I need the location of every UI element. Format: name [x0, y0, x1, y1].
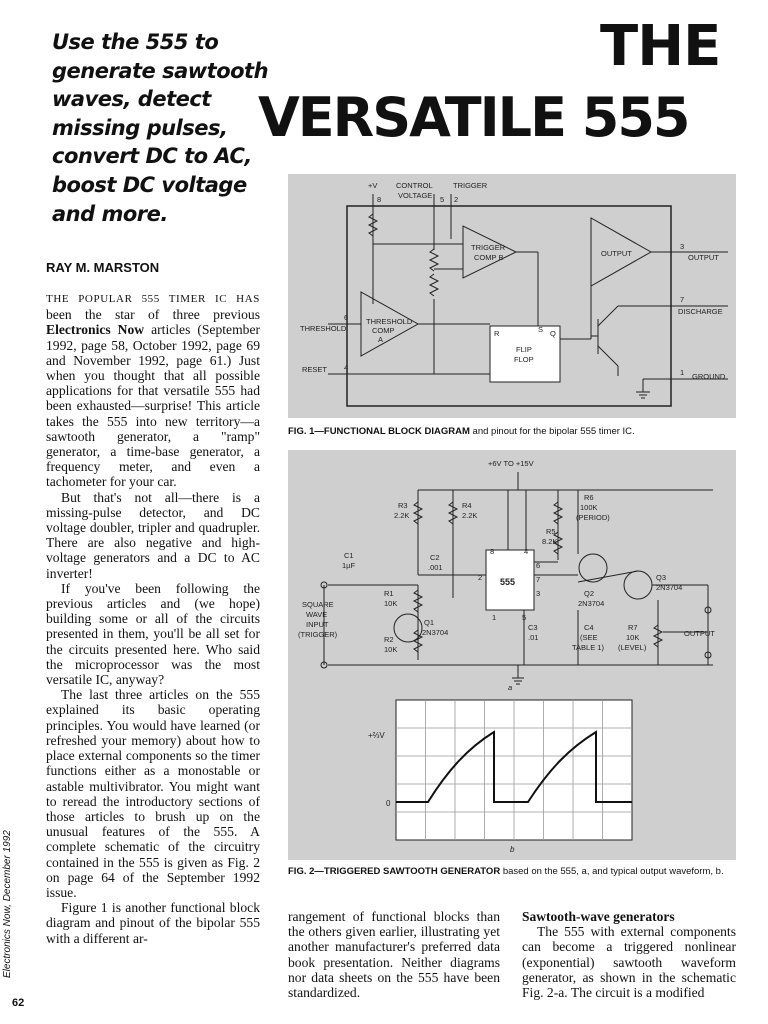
label-r: R	[494, 329, 500, 338]
label-c2: C2	[430, 553, 440, 562]
label-b: b	[510, 845, 515, 854]
label-input-4: (TRIGGER)	[298, 630, 338, 639]
label-q1: Q1	[424, 618, 435, 627]
waveform-vlabel: +⅔V	[368, 731, 385, 740]
label-r2-value: 10K	[384, 645, 398, 654]
label-reset: RESET	[302, 365, 328, 374]
label-input-1: SQUARE	[302, 600, 334, 609]
label-r3-value: 2.2K	[394, 511, 410, 520]
pin-8: 8	[377, 195, 382, 204]
label-c2-value: .001	[428, 563, 443, 572]
label-r5: R5	[546, 527, 556, 536]
label-c3-value: .01	[528, 633, 539, 642]
label-q: Q	[550, 329, 556, 338]
label-vplus: +V	[368, 181, 378, 190]
label-q3: Q3	[656, 573, 667, 582]
label-q2: Q2	[584, 589, 595, 598]
label-flip: FLIP	[516, 345, 532, 354]
label-voltage: VOLTAGE	[398, 191, 433, 200]
label-q3-type: 2N3704	[656, 583, 683, 592]
label-r7-note: (LEVEL)	[618, 643, 647, 652]
label-a: a	[508, 683, 513, 692]
label-s: S	[538, 325, 544, 334]
label-flop: FLOP	[514, 355, 534, 364]
text: been the star of three previous	[46, 307, 260, 323]
deck-line: convert DC to AC,	[52, 144, 252, 169]
figure-1-panel	[288, 174, 736, 418]
label-r6-value: 100K	[580, 503, 598, 512]
pin-5: 5	[522, 613, 527, 622]
waveform-graph	[368, 700, 632, 854]
pin-1: 1	[492, 613, 497, 622]
figure-2-caption	[288, 866, 738, 878]
label-supply: +6V TO +15V	[488, 459, 534, 468]
column-2	[288, 909, 500, 1000]
figure-2-panel	[288, 450, 736, 860]
deck-line: boost DC voltage	[52, 172, 247, 197]
caption-text: and pinout for the bipolar 555 timer IC.	[472, 426, 635, 437]
label-discharge: DISCHARGE	[678, 307, 723, 316]
pin-2: 2	[478, 573, 483, 582]
text: articles (September 1992, page 58, October 1992, page 69 and November 1992, page 61.) Just when you thought that all possible applications for that versatile 555 had been exhausted—surprise! This article takes the 555 into new territory—a sawtooth generator, a "ramp" generator, a time-base generator, a frequency meter, and even a tachometer for your car.	[46, 322, 261, 490]
deck-line: missing pulses,	[52, 115, 228, 140]
label-c3: C3	[528, 623, 538, 632]
label-output: OUTPUT	[684, 629, 715, 638]
label-trigger: TRIGGER	[453, 181, 488, 190]
pin-7: 7	[680, 295, 685, 304]
paragraph: The 555 with external components can become a triggered nonlinear (exponential) sawtooth waveform generator, as shown in the schematic Fig. 2-a. The circuit is a modified	[522, 924, 736, 1001]
pin-4: 4	[524, 547, 529, 556]
pin-4: 4	[344, 363, 349, 372]
title-line-1: THE	[600, 14, 721, 79]
pin-8: 8	[490, 547, 495, 556]
lead-in: THE POPULAR 555 TIMER IC HAS	[46, 293, 260, 305]
label-c4-value: (SEE	[580, 633, 598, 642]
label-output-pin: OUTPUT	[688, 253, 719, 262]
pin-6: 6	[344, 313, 349, 322]
paragraph	[46, 290, 260, 490]
paragraph: The last three articles on the 555 explained its basic operating principles. You would have learned (or refreshed your memory) about how to place external components so the timer functions either as a monostable or astable multivibrator. You might want to reread the introductory sections of those articles to brush up on the unusual features of the 555. A complete schematic of the circuitry contained in the 555 is given as Fig. 2 on page 64 of the September 1992 issue.	[46, 687, 260, 900]
pin-7: 7	[536, 575, 541, 584]
caption-bold: FIG. 1—FUNCTIONAL BLOCK DIAGRAM	[288, 426, 470, 437]
label-threshold: THRESHOLD	[300, 324, 347, 333]
pin-6: 6	[536, 561, 541, 570]
article-deck	[52, 28, 277, 228]
label-ic: 555	[500, 577, 516, 587]
paragraph: If you've been following the previous articles and (we hope) building some or all of the circuits presented in them, you'll be all set for the circuits presented here. Who said the microprocessor was the most versatile IC, anyway?	[46, 580, 260, 688]
page-number: 62	[12, 997, 25, 1009]
label-output-block: OUTPUT	[601, 249, 632, 258]
label-r6-note: (PERIOD)	[576, 513, 610, 522]
pin-3: 3	[536, 589, 541, 598]
sidebar-folio: Electronics Now, December 1992	[2, 830, 13, 978]
label-input-3: INPUT	[306, 620, 329, 629]
label-threshold-comp: THRESHOLD	[366, 317, 413, 326]
label-input-2: WAVE	[306, 610, 328, 619]
label-trigger-comp: TRIGGER	[471, 243, 506, 252]
label-q1-type: 2N3704	[422, 628, 449, 637]
label-c4: C4	[584, 623, 594, 632]
block-diagram	[288, 174, 736, 418]
sawtooth-schematic	[288, 450, 736, 860]
title-line-2: VERSATILE 555	[258, 86, 689, 149]
figure-1-caption	[288, 426, 738, 438]
label-r7: R7	[628, 623, 638, 632]
label-r4: R4	[462, 501, 472, 510]
paragraph: But that's not all—there is a missing-pulse detector, and DC voltage doubler, tripler and quadrupler. There are also negative and high-voltage generators and a DC to AC inverter!	[46, 489, 260, 581]
pin-1: 1	[680, 368, 685, 377]
label-r2: R2	[384, 635, 394, 644]
pin-2: 2	[454, 195, 459, 204]
label-r6: R6	[584, 493, 594, 502]
pin-5: 5	[440, 195, 445, 204]
label-r4-value: 2.2K	[462, 511, 478, 520]
section-heading: Sawtooth-wave generators	[522, 909, 675, 924]
label-a: A	[378, 335, 384, 344]
deck-line: Use the 555 to	[52, 30, 219, 54]
label-r1-value: 10K	[384, 599, 398, 608]
paragraph: rangement of functional blocks than the others given earlier, illustrating yet another manufacturer's preferred data book presentation. Neither diagrams nor data sheets on the 555 have been standardized.	[288, 909, 500, 1001]
label-control: CONTROL	[396, 181, 433, 190]
label-c4-note: TABLE 1)	[572, 643, 604, 652]
waveform-zero: 0	[386, 799, 391, 808]
label-ground: GROUND	[692, 372, 726, 381]
byline: RAY M. MARSTON	[46, 260, 160, 275]
magazine-name: Electronics Now	[46, 322, 145, 338]
label-q2-type: 2N3704	[578, 599, 605, 608]
deck-line: and more.	[52, 201, 168, 226]
column-1	[46, 290, 260, 946]
label-r1: R1	[384, 589, 394, 598]
label-comp: COMP	[372, 326, 395, 335]
caption-text: based on the 555, a, and typical output waveform, b.	[502, 866, 724, 877]
label-comp-b: COMP B	[474, 253, 504, 262]
label-c1-value: 1µF	[342, 561, 356, 570]
label-c1: C1	[344, 551, 354, 560]
pin-3: 3	[680, 242, 685, 251]
label-r5-value: 8.2K	[542, 537, 558, 546]
deck-line: waves, detect	[52, 87, 211, 112]
column-3	[522, 909, 736, 1000]
label-r3: R3	[398, 501, 408, 510]
deck-line: generate sawtooth	[52, 58, 269, 83]
label-r7-value: 10K	[626, 633, 640, 642]
paragraph: Figure 1 is another functional block diagram and pinout of the bipolar 555 with a different ar-	[46, 900, 260, 946]
caption-bold: FIG. 2—TRIGGERED SAWTOOTH GENERATOR	[288, 866, 501, 877]
